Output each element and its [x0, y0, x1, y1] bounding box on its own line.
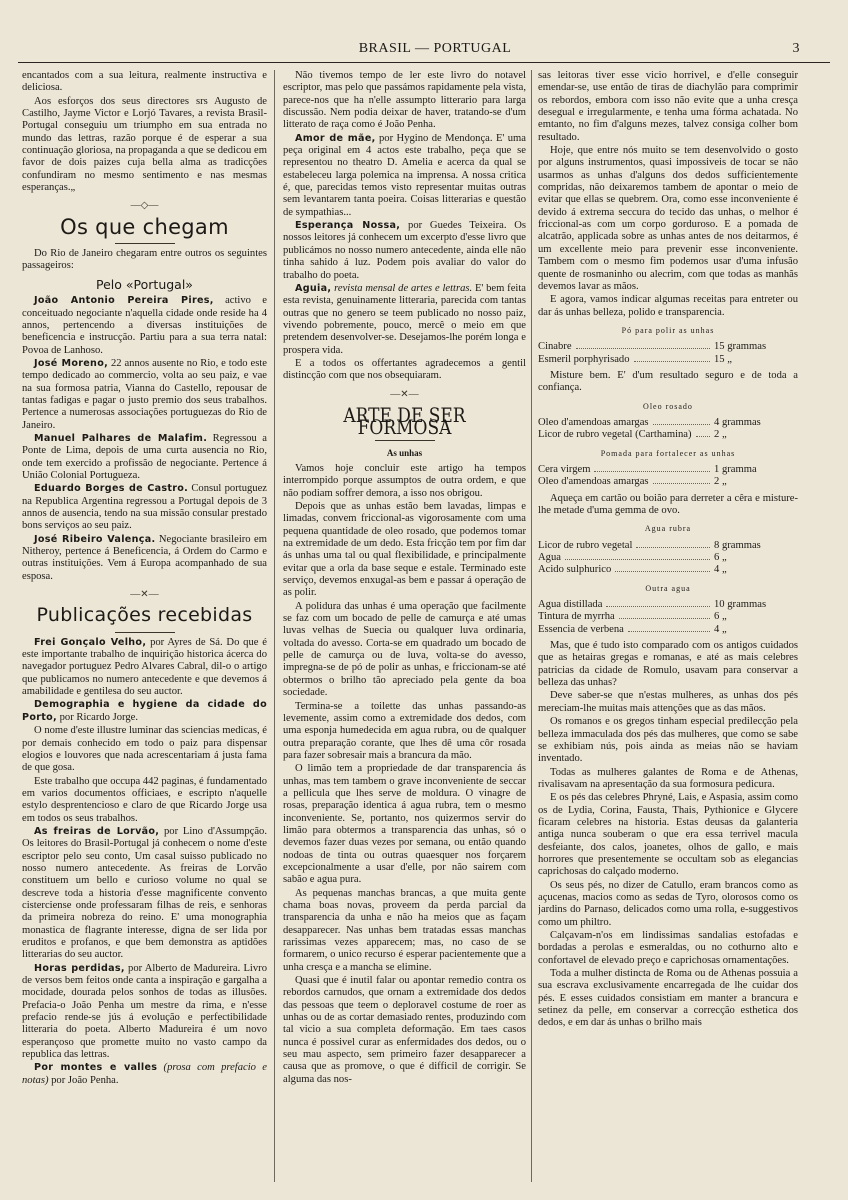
ornament-divider: —◇— — [130, 200, 159, 212]
paragraph: Os romanos e os gregos tinham especial predilecção pela belleza immaculada dos pés das mulheres, que como se sabe se exhibiam nús, pois ainda as meias não se haviam inventado. — [538, 716, 798, 765]
dot-leader — [619, 618, 710, 619]
passenger-entry: Manuel Palhares de Malafim. Regressou a Ponte de Lima, depois de uma curta ausencia no Rio, onde tem exercido a profissão de negociante. Pertence á União Colonial Portugueza. — [22, 432, 267, 481]
recipe-ingredient — [538, 599, 798, 611]
paragraph: O limão tem a propriedade de dar transparencia ás unhas, mas tem tambem o grave inconveniente de seccar a pellicula que lhes serve de moldura. O vinagre de rosas, preparação identica á agua rubra, tem o mesmo inconveniente. Se, portanto, nos quizermos servir do limão para obtermos a transparencia das unhas, só o devemos fazer duas vezes por semana, ou então quando nodoas de tinta ou outras quaesquer nos forçarem excepcionalmente a usar d'elle, por não sairem com sabão e agua pura. — [283, 763, 526, 886]
dot-leader — [565, 559, 710, 560]
ingredient-name: Oleo d'amendoas amargas — [538, 416, 649, 428]
recipe-ingredient — [538, 354, 798, 366]
recipe-ingredient — [538, 429, 798, 441]
header-title: BRASIL — PORTUGAL — [358, 41, 512, 56]
column-2 — [283, 70, 526, 1186]
recipe-ingredient — [538, 552, 798, 564]
paragraph: Toda a mulher distincta de Roma ou de Athenas possuia a sua escrava exclusivamente encarregada de lhe cuidar dos pés. E esses cuidados consistiam em manter a brancura e setinez da pelle, em conservar a correcção esthetica dos dedos, e em dar ás unhas o brilho mais — [538, 968, 798, 1029]
ingredient-amount: 6 „ — [714, 552, 727, 564]
recipe-ingredient — [538, 464, 798, 476]
ingredient-amount: 1 gramma — [714, 463, 757, 475]
column-1 — [22, 70, 267, 1186]
ornament-divider: —✕— — [130, 589, 159, 601]
column-3 — [538, 70, 798, 1186]
dot-leader — [606, 606, 710, 607]
ingredient-amount: 2 „ — [714, 429, 727, 441]
dot-leader — [696, 436, 710, 437]
ingredient-amount: 4 grammas — [714, 416, 761, 428]
passenger-entry: João Antonio Pereira Pires, activo e conceituado negociante n'aquella cidade onde reside ha 4 annos, pertencendo a diversas instituições de beneficencia e instrucção. Partiu para a sua terra natal: Povoa de Lanhoso. — [22, 295, 267, 356]
ingredient-name: Agua — [538, 552, 561, 564]
short-rule — [115, 243, 175, 244]
dot-leader — [576, 348, 710, 349]
dot-leader — [653, 424, 710, 425]
recipe-list — [538, 341, 798, 366]
section-title-os-que-chegam: Os que chegam — [60, 214, 229, 239]
paragraph: sas leitoras tiver esse vicio horrivel, e d'elle conseguir emendar-se, use então de tiras de diachylão para comprimir os rebordos, embora com isso não evite que a unha cresça desegual e irregularmente, e tenha uma fórma achatada. No emtanto, no fim d'alguns mezes, talvez consiga colher bom resultado. — [538, 70, 798, 143]
recipe-list — [538, 464, 798, 489]
ingredient-name: Licor de rubro vegetal — [538, 539, 633, 551]
section-title-arte-de-ser-formosa: ARTE DE SER FORMOSA — [343, 402, 466, 440]
page-number: 3 — [792, 41, 800, 56]
publication-entry: Aguia, revista mensal de artes e lettras. E' bem feita esta revista, genuinamente litteraria, parecida com tantas outras que no genero se teem publicado no nosso paiz, vivendo pobremente, pouco, mercê o meio em que pretendem desenvolver-se. Desejamos-lhe porém longa e prospera vida. — [283, 282, 526, 356]
publication-entry: Por montes e valles (prosa com prefacio e notas) por João Penha. — [22, 1062, 267, 1086]
paragraph: Termina-se a toilette das unhas passando-as levemente, assim como a extremidade dos dedos, com uma esponja humedecida em agua rubra, ou de qualquer outra preparação corante, que lhes dê uma côr rosada para fazer sobresair mais a brancura da mão. — [283, 700, 526, 761]
short-rule — [375, 440, 435, 441]
recipe-ingredient — [538, 564, 798, 576]
ingredient-name: Agua distillada — [538, 599, 603, 611]
recipe-ingredient — [538, 417, 798, 429]
paragraph: Vamos hoje concluir este artigo ha tempos interrompido porque assumptos de outra ordem, e que não podiam soffrer demora, a isso nos obrigou. — [283, 462, 526, 499]
page-header — [70, 41, 800, 63]
ingredient-name: Acido sulphurico — [538, 564, 612, 576]
paragraph: E os pés das celebres Phryné, Lais, e Aspasia, assim como os de Lydia, Corina, Fausta, Thais, Pythionice e Glycere ficaram celebres na historia. Estas deusas da galanteria antiga nunca souberam o que era essa terrivel macula desfeiante, dos calos, joanetes, olhos de gallo, e mais horrores que presentemente se occultam sob as elegancias caprichosas do calçado moderno. — [538, 792, 798, 878]
paragraph: encantados com a sua leitura, realmente instructiva e deliciosa. — [22, 70, 267, 94]
recipe-ingredient — [538, 540, 798, 552]
paragraph: Depois que as unhas estão bem lavadas, limpas e limadas, convem friccional-as vigorosamente com uma pequena quantidade de oleo rosado, que podemos tomar na extremidade de um dedo. Esta fricção tem por fim dar ás unhas uma tal ou qual flexibilidade, e principalmente evitar que a orla da base seque e estale. Terminado este serviço, devemos enxugal-as bem e passar á operação de as polir. — [283, 501, 526, 599]
ingredient-amount: 15 grammas — [714, 341, 767, 353]
paragraph: Mas, que é tudo isto comparado com os antigos cuidados que as hetairas gregas e romanas, e até as mais celebres patricias da cidade de Romulo, usavam para conservar a belleza das unhas? — [538, 640, 798, 689]
column-divider — [531, 70, 532, 1182]
recipe-title: Oleo rosado — [643, 401, 693, 411]
recipe-ingredient — [538, 624, 798, 636]
publication-entry: Amor de mãe, por Hygino de Mendonça. E' uma peça original em 4 actos este trabalho, peça que se representou no theatro D. Amelia e acerca da qual se estabeleceu larga polemica na imprensa. A nossa critica é, que, parecidas temos visto representar muitas outras sem levantarem tanta poeira. Coisas litterarias e questão de sympathias... — [283, 132, 526, 218]
ornament-divider: —✕— — [390, 388, 419, 400]
subtitle-pelo-portugal: Pelo «Portugal» — [96, 276, 193, 292]
passenger-entry: José Moreno, 22 annos ausente no Rio, e todo este tempo dedicado ao commercio, volta ao seu paiz, e vae na sua formosa patria, Vianna do Castello, repousar de tantas fadigas e pagar o justo premio dos seus trabalhos. Pertence a numerosas associações portuguezas do Rio de Janeiro. — [22, 357, 267, 431]
passenger-name: Eduardo Borges de Castro. — [34, 483, 189, 495]
ingredient-amount: 4 „ — [714, 623, 727, 635]
ingredient-name: Essencia de verbena — [538, 623, 624, 635]
passenger-name: José Moreno, — [34, 357, 109, 369]
paragraph: Deve saber-se que n'estas mulheres, as unhas dos pés mereciam-lhe muitas mais attenções que as das mãos. — [538, 690, 798, 714]
publication-entry: Esperança Nossa, por Guedes Teixeira. Os nossos leitores já conhecem um excerpto d'esse livro que publicámos no nosso numero antecedente, ainda elle não tinha sahido á luz. Podem pois avaliar do valor do trabalho do poeta. — [283, 220, 526, 281]
passenger-name: João Antonio Pereira Pires, — [34, 295, 214, 307]
recipe-title: Pomada para fortalecer as unhas — [600, 448, 736, 458]
recipe-list — [538, 417, 798, 442]
paragraph: Este trabalho que occupa 442 paginas, é fundamentado em varios documentos officiaes, e escripto n'aquelle estylo desprentencioso e claro de que Ricardo Jorge usa em todos os seus trabalhos. — [22, 775, 267, 824]
ingredient-amount: 15 „ — [714, 353, 732, 365]
ingredient-name: Esmeril porphyrisado — [538, 353, 630, 365]
ingredient-amount: 10 grammas — [714, 599, 767, 611]
paragraph: Não tivemos tempo de ler este livro do notavel escriptor, mas pelo que passámos rapidamente pela vista, parece-nos que ha n'elle assumpto litterario para larga discussão. Nem podia deixar de haver, tratando-se d'um litterato de raça como é João Penha. — [283, 70, 526, 131]
ingredient-amount: 4 „ — [714, 564, 727, 576]
passenger-name: José Ribeiro Valença. — [34, 533, 156, 545]
recipe-title: Agua rubra — [644, 524, 692, 534]
ingredient-amount: 6 „ — [714, 611, 727, 623]
ingredient-name: Cera virgem — [538, 463, 591, 475]
recipe-note: Misture bem. E' d'um resultado seguro e de toda a confiança. — [538, 369, 798, 394]
dot-leader — [628, 631, 710, 632]
dot-leader — [594, 471, 710, 472]
paragraph: Quasi que é inutil falar ou apontar remedio contra os rebordos carnudos, que ornam a extremidade dos dedos das pessoas que teem o deploravel costume de roer as unhas ou de as cortar demasiado rentes, produzindo com tal vicio a sua completa deformação. Em taes casos nunca é possivel curar as enfermidades dos dedos, ou o seu mau aspecto, sem primeiro fazer desapparecer a causa que as promove, o que é difficil de corrigir. Se alguma das nos- — [283, 975, 526, 1085]
paragraph: Calçavam-n'os em lindissimas sandalias estofadas e bordadas a perolas e esmeraldas, ou no cothurno alto e confortavel de elevado preço e caprichosas ornamentações. — [538, 930, 798, 966]
paragraph: Os seus pés, no dizer de Catullo, eram brancos como as açucenas, macios como as sedas de Tyro, olorosos como os jardins do Parnaso, delicados como uma rolla, e-suggestivos como um philtro. — [538, 879, 798, 928]
paragraph: E a todos os offertantes agradecemos a gentil distincção com que nos obsequiaram. — [283, 357, 526, 382]
passenger-name: Manuel Palhares de Malafim. — [34, 432, 208, 444]
ingredient-amount: 2 „ — [714, 476, 727, 488]
publication-entry: Frei Gonçalo Velho, por Ayres de Sá. Do que é este importante trabalho de inquirição historica ácerca do navegador portuguez Pedro Alvares Cabral, dil-o o artigo que publicamos no numero antecedente e que devemos á amabilidade e gentilesa do seu auctor. — [22, 636, 267, 698]
ingredient-name: Cinabre — [538, 341, 572, 353]
ingredient-amount: 8 grammas — [714, 539, 761, 551]
paragraph: Aos esforços dos seus directores srs Augusto de Castilho, Jayme Victor e Lorjó Tavares, a revista Brasil-Portugal conseguiu um triumpho em sua entrada no mundo das lettras, razão porque é de esperar a sua continuação gloriosa, na propaganda a que se dedicou em favor de dois paizes cuja bella alma as tradicções confundiram no mesmo sentimento e nas mesmas esperanças.„ — [22, 95, 267, 194]
subtitle-as-unhas: As unhas — [386, 447, 423, 458]
short-rule — [115, 632, 175, 633]
recipe-ingredient — [538, 476, 798, 488]
recipe-list — [538, 599, 798, 636]
passenger-entry: Eduardo Borges de Castro. Consul portuguez na Republica Argentina regressou a Portugal depois de 3 annos de ausencia, tendo na sua missão consular prestado bons serviços ao seu paiz. — [22, 483, 267, 532]
paragraph: Hoje, que entre nós muito se tem desenvolvido o gosto por alguns instrumentos, quasi impossiveis de tocar se não usarmos as unhas d'alguns dos dedos sufficientemente compridas, não deixaremos tambem de apontar o meio de evitar que ellas se quebrem. Ora, como esse inconveniente é devido á extrema seccura do tecido das unhas, o melhor é friccional-as com um corpo gorduroso. E a pomada de alcatrão, applicada sobre as unhas antes de nos deitarmos, é um excellente meio para prevenir esse inconveniente. Tambem com o mesmo fim podemos usar d'uma infusão quente de rosmaninho ou alecrim, com que todas as manhãs devemos lavar as mãos. — [538, 145, 798, 292]
ingredient-name: Tintura de myrrha — [538, 611, 615, 623]
paragraph: Todas as mulheres galantes de Roma e de Athenas, rivalisavam na apresentação da sua formosura pedicura. — [538, 766, 798, 790]
paragraph: Do Rio de Janeiro chegaram entre outros os seguintes passageiros: — [22, 248, 267, 272]
dot-leader — [653, 483, 710, 484]
header-rule — [18, 62, 830, 63]
section-title-publicacoes: Publicações recebidas — [36, 604, 253, 627]
publication-entry: As freiras de Lorvão, por Lino d'Assumpção. Os leitores do Brasil-Portugal já conhecem o nome d'este escriptor pelo seu conto, Um casal suisso publicado no nosso numero antecedente. As freiras de Lorvão constituem um bello e curioso volume no qual se descreve toda a historia d'esse magnificente convento cisterciense onde professaram filhas de reis, e senhoras da primeira nobreza do reino. E' uma monographia monastica de flagrante interesse, digna de ser lida por eruditos e profanos, e que bem demonstra as aptidões litterarias do seu auctor. — [22, 825, 267, 961]
recipe-ingredient — [538, 341, 798, 353]
recipe-title: Outra agua — [645, 583, 691, 593]
column-divider — [274, 70, 275, 1182]
passenger-entry: José Ribeiro Valença. Negociante brasileiro em Nitheroy, pertence á Beneficencia, á Ordem do Carmo e outras instituições. Vem á Europa acompanhado de sua esposa. — [22, 533, 267, 582]
paragraph: A polidura das unhas é uma operação que facilmente se faz com um bocado de pelle de camurça e até umas luvas velhas de Suecia ou qualquer luva ordinaria, voltada do avesso. Corta-se em quadrado um bocado de pelle de camurça ou de luva, volta-se do avesso, impregna-se de pó de polir as unhas, e friccionam-se até obtermos o brilho tão apreciado pela gente da boa sociedade. — [283, 600, 526, 699]
recipe-note: Aqueça em cartão ou boião para derreter a cêra e misture-lhe metade d'uma gemma de ovo. — [538, 492, 798, 516]
publication-entry: Demographia e hygiene da cidade do Porto, por Ricardo Jorge. — [22, 699, 267, 723]
publication-entry: Horas perdidas, por Alberto de Madureira. Livro de versos bem feitos onde canta a inspiração e gargalha a mocidade, dourada pelos sonhos de todas as illusões. Prefacia-o João Penha um mestre da rima, e n'esse prefacio rende-se jús á evolução e perfectibilidade litteraria do poeta. Alberto Madureira é um novo esperançoso que promette muito no vasto campo da republica das lettras. — [22, 962, 267, 1061]
paragraph: E agora, vamos indicar algumas receitas para entreter ou dar ás unhas belleza, polido e transparencia. — [538, 294, 798, 318]
recipe-list — [538, 540, 798, 577]
dot-leader — [636, 547, 710, 548]
dot-leader — [615, 571, 710, 572]
dot-leader — [634, 361, 710, 362]
recipe-title: Pó para polir as unhas — [621, 325, 715, 335]
ingredient-name: Oleo d'amendoas amargas — [538, 476, 649, 488]
paragraph: As pequenas manchas brancas, a que muita gente chama boas novas, proveem da perda parcial da transparencia da unha e não ha meios que as façam desapparecer. Nas unhas bem tratadas essas manchas rarissimas vezes apparecem; mas, no caso de se formarem, o unico recurso é esperar pacientemente que a unha cresça e a mancha se elimine. — [283, 887, 526, 973]
paragraph: O nome d'este illustre luminar das sciencias medicas, é por demais conhecido em todo o paiz para dispensar elogios e louvores que nada acrescentariam á justa fama de que gosa. — [22, 725, 267, 774]
ingredient-name: Licor de rubro vegetal (Carthamina) — [538, 429, 692, 441]
recipe-ingredient — [538, 611, 798, 623]
